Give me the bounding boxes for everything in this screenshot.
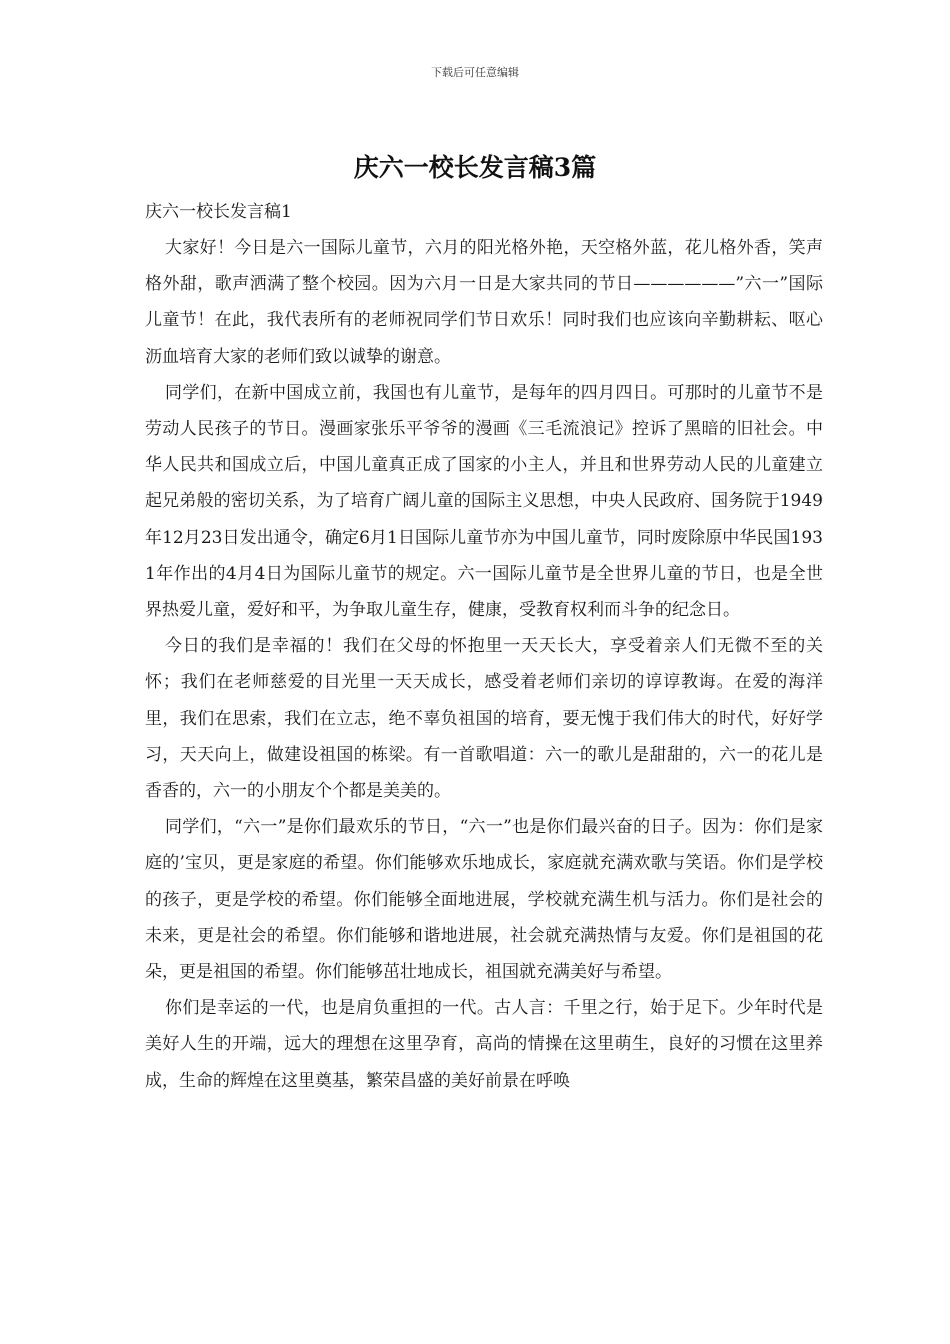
header-note: 下载后可任意编辑 xyxy=(431,66,519,79)
paragraph-hope: 同学们，“六一”是你们最欢乐的节日，“六一”也是你们最兴奋的日子。因为：你们是家庭的’宝贝，更是家庭的希望。你们能够欢乐地成长，家庭就充满欢歌与笑语。你们是学校的孩子，更是学校的希望。你们能够全面地进展，学校就充满生机与活力。你们是社会的未来，更是社会的希望。你们能够和谐地进展，社会就充满热情与友爱。你们是祖国的花朵，更是祖国的希望。你们能够茁壮地成长，祖国就充满美好与希望。 xyxy=(145,817,823,983)
document-title: 庆六一校长发言稿3篇 xyxy=(353,153,597,182)
section-title: 庆六一校长发言稿1 xyxy=(145,202,292,222)
paragraph-happiness: 今日的我们是幸福的！我们在父母的怀抱里一天天长大，享受着亲人们无微不至的关怀；我们在老师慈爱的目光里一天天成长，感受着老师们亲切的谆谆教诲。在爱的海洋里，我们在思索，我们在立志，绝不辜负祖国的培育，要无愧于我们伟大的时代，好好学习，天天向上，做建设祖国的栋梁。有一首歌唱道：六一的歌儿是甜甜的，六一的花儿是香香的，六一的小朋友个个都是美美的。 xyxy=(145,636,823,802)
paragraph-history: 同学们，在新中国成立前，我国也有儿童节，是每年的四月四日。可那时的儿童节不是劳动人民孩子的节日。漫画家张乐平爷爷的漫画《三毛流浪记》控诉了黑暗的旧社会。中华人民共和国成立后，中国儿童真正成了国家的小主人，并且和世界劳动人民的儿童建立起兄弟般的密切关系，为了培育广阔儿童的国际主义思想，中央人民政府、国务院于1949年12月23日发出通令，确定6月1日国际儿童节亦为中国儿童节，同时废除原中华民国1931年作出的4月4日为国际儿童节的规定。六一国际儿童节是全世界儿童的节日，也是全世界热爱儿童，爱好和平，为争取儿童生存，健康，受教育权利而斗争的纪念日。 xyxy=(145,382,823,621)
paragraph-greeting: 大家好！今日是六一国际儿童节，六月的阳光格外艳，天空格外蓝，花儿格外香，笑声格外甜，歌声洒满了整个校园。因为六月一日是大家共同的节日——————”六一”国际儿童节！在此，我代表所有的老师祝同学们节日欢乐！同时我们也应该向辛勤耕耘、呕心沥血培育大家的老师们致以诚挚的谢意。 xyxy=(145,238,823,367)
document-body xyxy=(145,194,823,1099)
paragraph-responsibility: 你们是幸运的一代，也是肩负重担的一代。古人言：千里之行，始于足下。少年时代是美好人生的开端，远大的理想在这里孕育，高尚的情操在这里萌生，良好的习惯在这里养成，生命的辉煌在这里奠基，繁荣昌盛的美好前景在呼唤 xyxy=(145,998,823,1091)
